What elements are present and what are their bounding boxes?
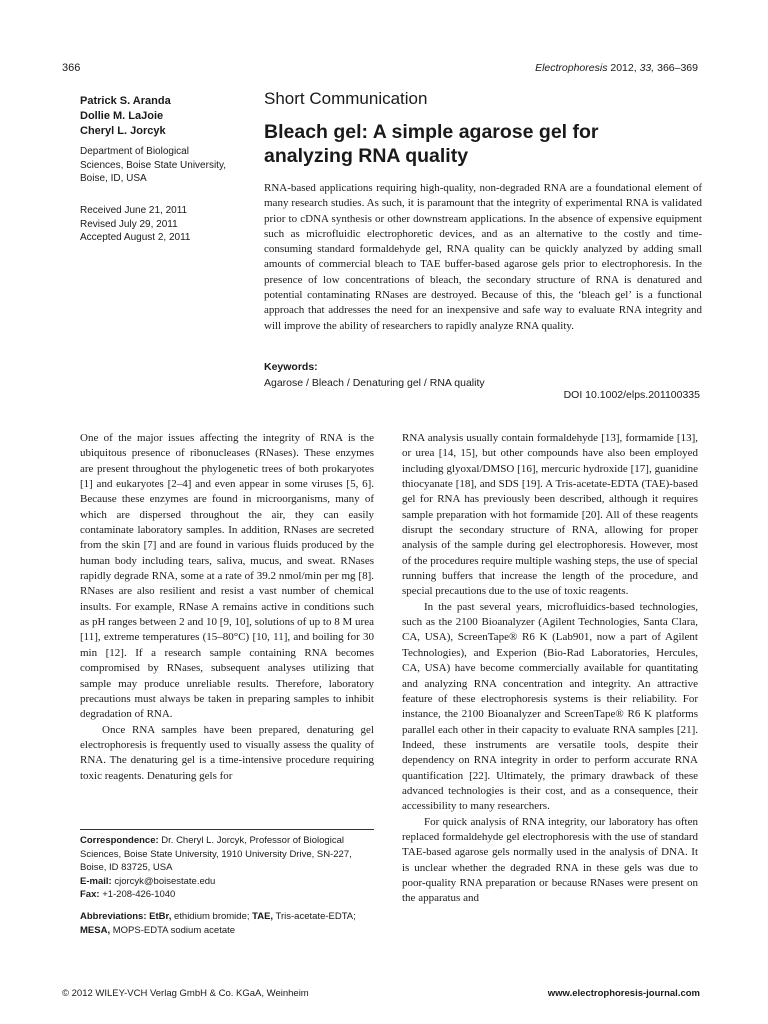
article-type: Short Communication xyxy=(264,89,428,108)
author: Patrick S. Aranda xyxy=(80,95,171,107)
affiliation-line: Department of Biological xyxy=(80,146,189,157)
author-list xyxy=(80,94,250,139)
keywords: Agarose / Bleach / Denaturing gel / RNA quality xyxy=(264,377,485,389)
abbreviation-definition: ethidium bromide; xyxy=(173,911,250,922)
abstract: RNA-based applications requiring high-quality, non-degraded RNA are a foundational element of many research studies. As such, it is paramount that the integrity of experimental RNA is validated prior to cDNA synthesis or other downstream applications. In the absence of expensive equipment such as microfluidic electrophoretic devices, and as an alternative to the costly and time-consuming standard formaldehyde gel, RNA quality can be quickly analyzed by adding small amounts of commercial bleach to TAE buffer-based agarose gels prior to electrophoresis. In the presence of low concentrations of bleach, the secondary structure of RNA is denatured and potential contaminating RNases are destroyed. Because of this, the ‘bleach gel’ is a functional approach that addresses the need for an inexpensive and safe way to evaluate RNA integrity and will improve the ability of researchers to rapidly analyze RNA quality. xyxy=(264,182,702,332)
affiliation-line: Sciences, Boise State University, xyxy=(80,159,226,171)
received-date: Received June 21, 2011 xyxy=(80,205,188,216)
affiliation-line: Boise, ID, USA xyxy=(80,173,147,184)
body-column-right xyxy=(402,431,698,907)
correspondence xyxy=(80,834,374,902)
page-number: 366 xyxy=(62,62,81,74)
doi[interactable]: DOI 10.1002/elps.201100335 xyxy=(563,389,700,401)
body-column-left xyxy=(80,431,374,784)
fax-number: +1-208-426-1040 xyxy=(102,889,176,900)
email-link[interactable]: cjorcyk@boisestate.edu xyxy=(114,875,216,887)
abbreviation-term: EtBr, xyxy=(149,911,172,922)
abbreviation-definition: Tris-acetate-EDTA; xyxy=(275,911,356,922)
paragraph: Once RNA samples have been prepared, denaturing gel electrophoresis is frequently used to visually assess the quality of RNA. The denaturing gel is a time-intensive procedure requiring toxic reagents. Denaturing gels for xyxy=(80,723,374,782)
email-label: E-mail: xyxy=(80,875,112,887)
journal-pages: 366–369 xyxy=(657,62,698,74)
title-line: Bleach gel: A simple agarose gel for xyxy=(264,121,599,143)
abbreviation-definition: MOPS-EDTA sodium acetate xyxy=(112,924,236,936)
journal-website-link[interactable]: www.electrophoresis-journal.com xyxy=(547,988,700,999)
abbreviation-term: TAE, xyxy=(252,911,274,922)
paragraph: In the past several years, microfluidics-based technologies, such as the 2100 Bioanalyzer (Agilent Technologies, Santa Clara, CA, USA), ScreenTape® R6 K (Lab901, now a part of Agilent Technologies), and Experion (Bio-Rad Laboratories, Hercules, CA, USA) have become commercially available for quantitating and analyzing RNA concentration and integrity. An attractive feature of these electrophoresis systems is their reliability. For instance, the 2100 Bioanalyzer and ScreenTape® R6 K platforms parallel each other in their capacity to evaluate RNA samples [21]. Indeed, these instruments are versatile tools, despite their dependency on RNA integrity in order to perform accurate RNA quantification [22]. Ultimately, the primary drawback of these advanced technologies is their cost, and as a consequence, their accessibility to many researchers. xyxy=(402,600,698,813)
abbreviations-label: Abbreviations: xyxy=(80,911,147,922)
abbreviation-term: MESA, xyxy=(80,924,111,936)
article-title xyxy=(264,120,704,168)
title-line: analyzing RNA quality xyxy=(264,145,469,167)
accepted-date: Accepted August 2, 2011 xyxy=(80,232,191,243)
fax-label: Fax: xyxy=(80,889,100,900)
copyright: © 2012 WILEY-VCH Verlag GmbH & Co. KGaA, Weinheim xyxy=(62,988,309,999)
journal-name: Electrophoresis xyxy=(535,62,608,74)
author: Cheryl L. Jorcyk xyxy=(80,125,166,137)
journal-volume: 33, xyxy=(639,62,655,74)
journal-citation xyxy=(535,62,698,74)
affiliation xyxy=(80,145,265,186)
correspondence-text: Dr. Cheryl L. Jorcyk, Professor of Biological Sciences, Boise State University, 1910 University Drive, SN-227, Boise, ID 83725, USA xyxy=(80,835,352,873)
keywords-label: Keywords: xyxy=(264,361,318,373)
author: Dollie M. LaJoie xyxy=(80,110,164,122)
paragraph: For quick analysis of RNA integrity, our laboratory has often replaced formaldehyde gel electrophoresis with the use of standard TAE-based agarose gels normally used in the analysis of DNA. It is unclear whether the degraded RNA in these gels was due to poor-quality RNA preparation or because RNases were present on the apparatus and xyxy=(402,815,698,905)
journal-year: 2012, xyxy=(610,62,637,74)
paragraph: One of the major issues affecting the integrity of RNA is the ubiquitous presence of ribonucleases (RNases). These enzymes are present throughout the phylogenetic trees of both prokaryotes [1] and eukaryotes [2–4] and even appear in some viruses [5, 6]. Because these enzymes are found in microorganisms, many of which are dispersed throughout the air, they can easily contaminate laboratory samples. In addition, RNases are secreted from the skin [7] and are found in various fluids produced by the human body including tears, saliva, mucus, and sweat. RNases rapidly degrade RNA, some at a rate of 39.2 nmol/min per mg [8]. RNases are also resilient and resist a vast number of chemical insults. For example, RNase A remains active in conditions such as pH ranges between 2 and 10 [9, 10], solutions of up to 8 M urea [11], extreme temperatures (15–80°C) [10, 11], and boiling for 30 min [12]. If a research sample containing RNA becomes compromised by RNases, subsequent analyses utilizing that sample may produce unreliable results. Therefore, laboratory precautions must always be taken in preparing samples to inhibit degradation of RNA. xyxy=(80,432,374,721)
footnote-divider xyxy=(80,829,374,830)
revised-date: Revised July 29, 2011 xyxy=(80,218,178,230)
paragraph: RNA analysis usually contain formaldehyde [13], formamide [13], or urea [14, 15], but other compounds have also been employed including glyoxal/DMSO [16], mercuric hydroxide [17], guanidine thiocyanate [18], and SDS [19]. A Tris-acetate-EDTA (TAE)-based gel for RNA has previously been described, although it requires sample preparation with hot formamide [20]. All of these reagents disrupt the secondary structure of RNA, allowing for proper analysis of the sample during gel electrophoresis. However, most of the procedures require multiple washing steps, the use of special running buffers that increase the length of the procedure, and special precautions due to the use of toxic reagents. xyxy=(402,432,698,598)
article-dates xyxy=(80,204,265,245)
abbreviations xyxy=(80,910,374,937)
correspondence-label: Correspondence: xyxy=(80,835,159,846)
